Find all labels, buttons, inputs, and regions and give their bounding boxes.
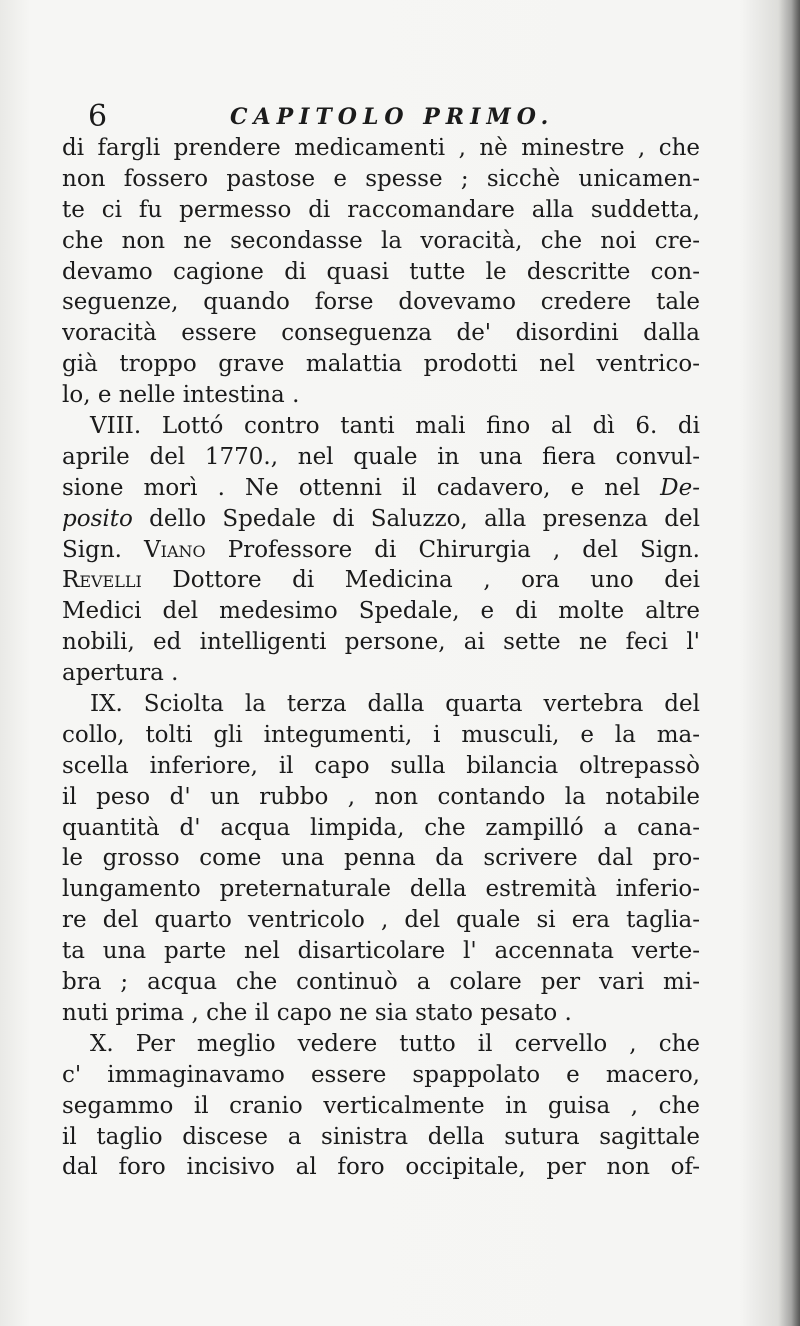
running-head: CAPITOLO PRIMO. (230, 104, 555, 130)
text-segment: Sign. (62, 536, 145, 563)
text-segment: Dottore di Medicina , ora uno dei (141, 567, 700, 594)
text-segment: Professore di Chirurgia , del Sign. (205, 536, 700, 563)
text-line: devamo cagione di quasi tutte le descritte con- (62, 258, 700, 285)
text-line: bra ; acqua che continuò a colare per vari mi- (62, 969, 700, 996)
text-line: le grosso come una penna da scrivere dal pro- (62, 845, 700, 872)
text-line (62, 504, 700, 535)
text-line: ta una parte nel disarticolare l' accennata verte- (62, 938, 700, 965)
text-line: te ci fu permesso di raccomandare alla suddetta, (62, 196, 700, 223)
text-line: lungamento preternaturale della estremità inferio- (62, 876, 700, 903)
text-line: c' immaginavamo essere spappolato e macero, (62, 1061, 700, 1088)
page-number: 6 (88, 99, 108, 134)
page-edge-shadow (778, 0, 800, 1326)
text-segment: dello Spedale di Saluzzo, alla presenza del (132, 505, 700, 532)
text-line: collo, tolti gli integumenti, i musculi, e la ma- (62, 721, 700, 748)
page-header (88, 97, 568, 137)
text-segment: sione morì . Ne ottenni il cadavero, e nel (62, 474, 661, 501)
text-line (62, 565, 700, 596)
text-line: scella inferiore, il capo sulla bilancia oltrepassò (62, 752, 700, 779)
italic-text: posito (62, 505, 133, 532)
text-line (62, 473, 700, 504)
text-line: di fargli prendere medicamenti , nè minestre , che (62, 135, 700, 161)
text-line: che non ne secondasse la voracità, che noi cre- (62, 227, 700, 254)
text-line: X. Per meglio vedere tutto il cervello , che (90, 1030, 700, 1057)
text-line: il taglio discese a sinistra della sutura sagittale (62, 1123, 700, 1150)
text-line: nobili, ed intelligenti persone, ai sette ne feci l' (62, 629, 700, 656)
text-line: dal foro incisivo al foro occipitale, per non of- (62, 1154, 700, 1181)
text-line: già troppo grave malattia prodotti nel ventrico- (62, 351, 700, 378)
text-line: IX. Sciolta la terza dalla quarta vertebra del (90, 691, 700, 718)
text-line: quantità d' acqua limpida, che zampilló a cana- (62, 814, 700, 841)
body-text (62, 133, 700, 1183)
text-line: lo, e nelle intestina . (62, 382, 300, 409)
text-line: nuti prima , che il capo ne sia stato pesato . (62, 999, 572, 1026)
small-caps-name: Viano (144, 536, 206, 563)
text-line: Medici del medesimo Spedale, e di molte altre (62, 598, 700, 625)
small-caps-name: Revelli (62, 567, 142, 594)
text-line: VIII. Lottó contro tanti mali fino al dì 6. di (90, 413, 700, 440)
text-line: voracità essere conseguenza de' disordini dalla (62, 320, 700, 347)
italic-text: De- (660, 474, 700, 501)
text-line: non fossero pastose e spesse ; sicchè unicamen- (62, 165, 700, 192)
text-line: re del quarto ventricolo , del quale si era taglia- (62, 907, 700, 934)
text-line: segammo il cranio verticalmente in guisa , che (62, 1092, 700, 1119)
text-line (62, 535, 700, 566)
text-line: seguenze, quando forse dovevamo credere tale (62, 289, 700, 316)
text-line: apertura . (62, 660, 179, 687)
text-line: il peso d' un rubbo , non contando la notabile (62, 783, 700, 810)
text-line: aprile del 1770., nel quale in una fiera convul- (62, 443, 700, 470)
